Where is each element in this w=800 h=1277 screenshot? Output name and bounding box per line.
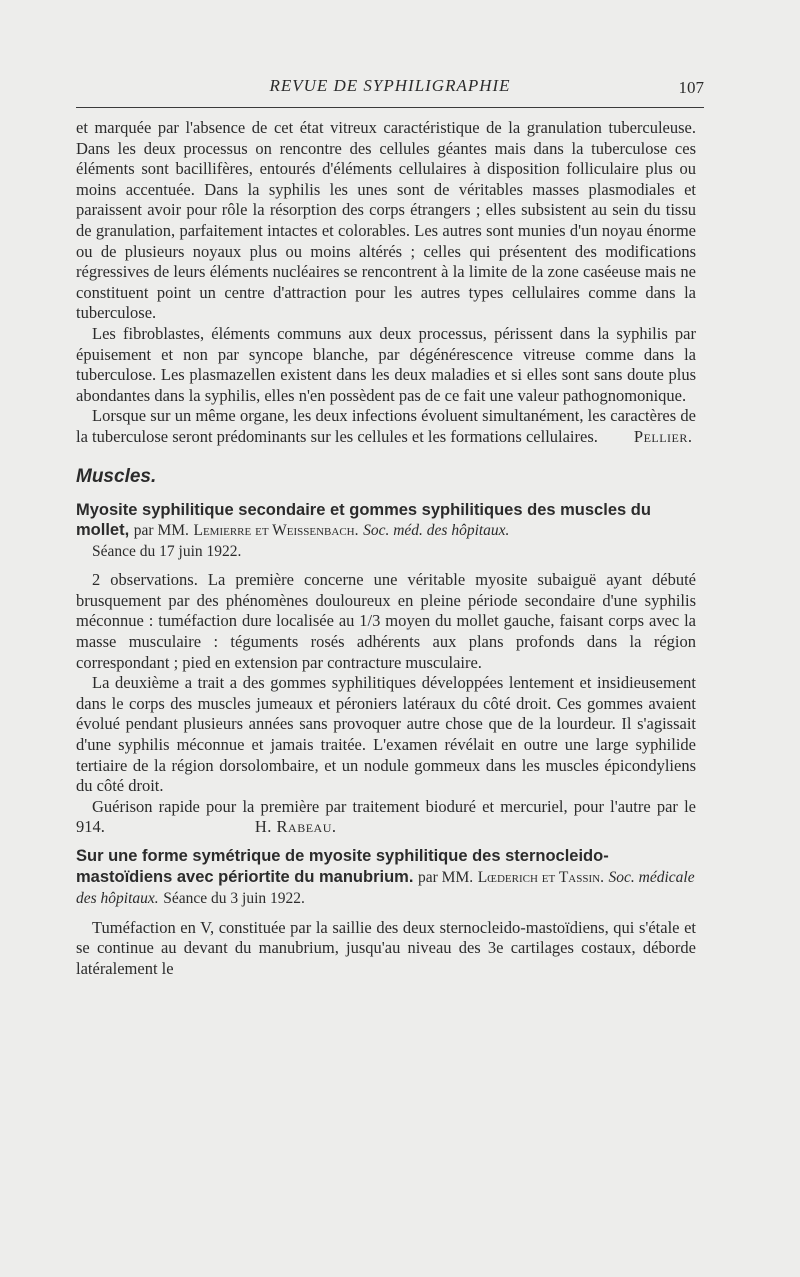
entry2-authors: Lœderich et Tassin.	[477, 868, 604, 886]
entry1-paragraph-2: La deuxième a trait a des gommes syphilitiques développées lentement et insidieusement dans le corps des muscles jumeaux et péroniers latéraux du côté droit. Ces gommes avaient évolué pendant plusieurs années sans provoquer autre chose que de la lourdeur. Il s'agissait d'une syphilis méconnue et jamais traitée. L'examen révélait en outre une large syphilide tertiaire de la région dorsolombaire, et un nodule gommeux dans les muscles épicondyliens du côté droit.	[76, 673, 696, 796]
entry2-date: Séance du 3 juin 1922.	[163, 890, 305, 908]
entry1-journal: Soc. méd. des hôpitaux.	[363, 522, 510, 540]
signature-rabeau: H. Rabeau.	[254, 817, 337, 837]
entry2-title	[76, 846, 696, 910]
entry1-ref-by: par MM.	[133, 522, 189, 540]
entry1-authors: Lemierre et Weissenbach.	[193, 522, 359, 540]
header-rule	[76, 107, 704, 108]
section-title: Muscles.	[76, 465, 157, 487]
intro-paragraph-2: Les fibroblastes, éléments communs aux deux processus, périssent dans la syphilis par épuisement et non par syncope blanche, par dégénérescence vitreuse comme dans la tuberculose. Les plasmazellen existent dans les deux maladies et si elles sont sans doute plus abondantes dans la syphilis, elles n'en possèdent pas de ce fait une valeur pathognomonique.	[76, 323, 696, 405]
entry1-title	[76, 500, 696, 542]
page-body	[76, 118, 696, 980]
entry1-date: Séance du 17 juin 1922.	[92, 542, 242, 560]
entry2-journal: Soc. médicale des hôpitaux.	[76, 868, 695, 908]
intro-paragraph-1: et marquée par l'absence de cet état vitreux caractéristique de la granulation tuberculeuse. Dans les deux processus on rencontre des cellules géantes mais dans la tuberculose ces éléments sont bacillifères, entourés d'éléments cellulaires à disposition folliculaire plus ou moins accentuée. Dans la syphilis les unes sont de véritables masses plasmodiales et paraissent avoir pour rôle la résorption des corps étrangers ; elles subsistent au sein du tissu de granulation, parfaitement intactes et colorables. Les autres sont munies d'un noyau énorme ou de plusieurs noyaux plus ou moins altérés ; celles qui présentent des modifications régressives de leurs éléments nucléaires se rencontrent à la limite de la zone caséeuse mais ne constituent point un centre d'attraction pour les autres types cellulaires comme dans la tuberculose.	[76, 118, 696, 323]
entry1-paragraph-1: 2 observations. La première concerne une véritable myosite subaiguë ayant débuté brusquement par des phénomènes douloureux en pleine période secondaire d'une syphilis méconnue : tuméfaction dure localisée au 1/3 moyen du mollet gauche, faisant corps avec la masse musculaire : téguments rosés adhérents aux plans profonds dans la région correspondant ; pied en extension par contracture musculaire.	[76, 570, 696, 672]
entry1-paragraph-3-text: Guérison rapide pour la première par traitement bioduré et mercuriel, pour l'autre par le 914.	[76, 796, 696, 837]
intro-paragraph-3	[76, 406, 696, 447]
entry2-ref-by: par MM.	[418, 868, 474, 886]
entry1-paragraph-3	[76, 797, 696, 838]
intro-paragraph-3-text: Lorsque sur un même organe, les deux infections évoluent simultanément, les caractères de la tuberculose seront prédominants sur les cellules et les formations cellulaires.	[76, 406, 696, 446]
page-number: 107	[678, 78, 704, 97]
entry2-title-text: Sur une forme symétrique de myosite syphilitique des sternocleido-mastoïdiens avec périortite du manubrium.	[76, 847, 609, 886]
running-title: REVUE DE SYPHILIGRAPHIE	[269, 76, 511, 95]
entry1-title-text: Myosite syphilitique secondaire et gommes syphilitiques des muscles du mollet,	[76, 500, 651, 540]
entry2-paragraph-1: Tuméfaction en V, constituée par la saillie des deux sternocleido-mastoïdiens, qui s'étale et se continue au devant du manubrium, jusqu'au niveau des 3e cartilages costaux, déborde latéralement le	[76, 917, 696, 978]
running-header	[76, 74, 704, 102]
signature-pellier: Pellier.	[633, 426, 693, 446]
